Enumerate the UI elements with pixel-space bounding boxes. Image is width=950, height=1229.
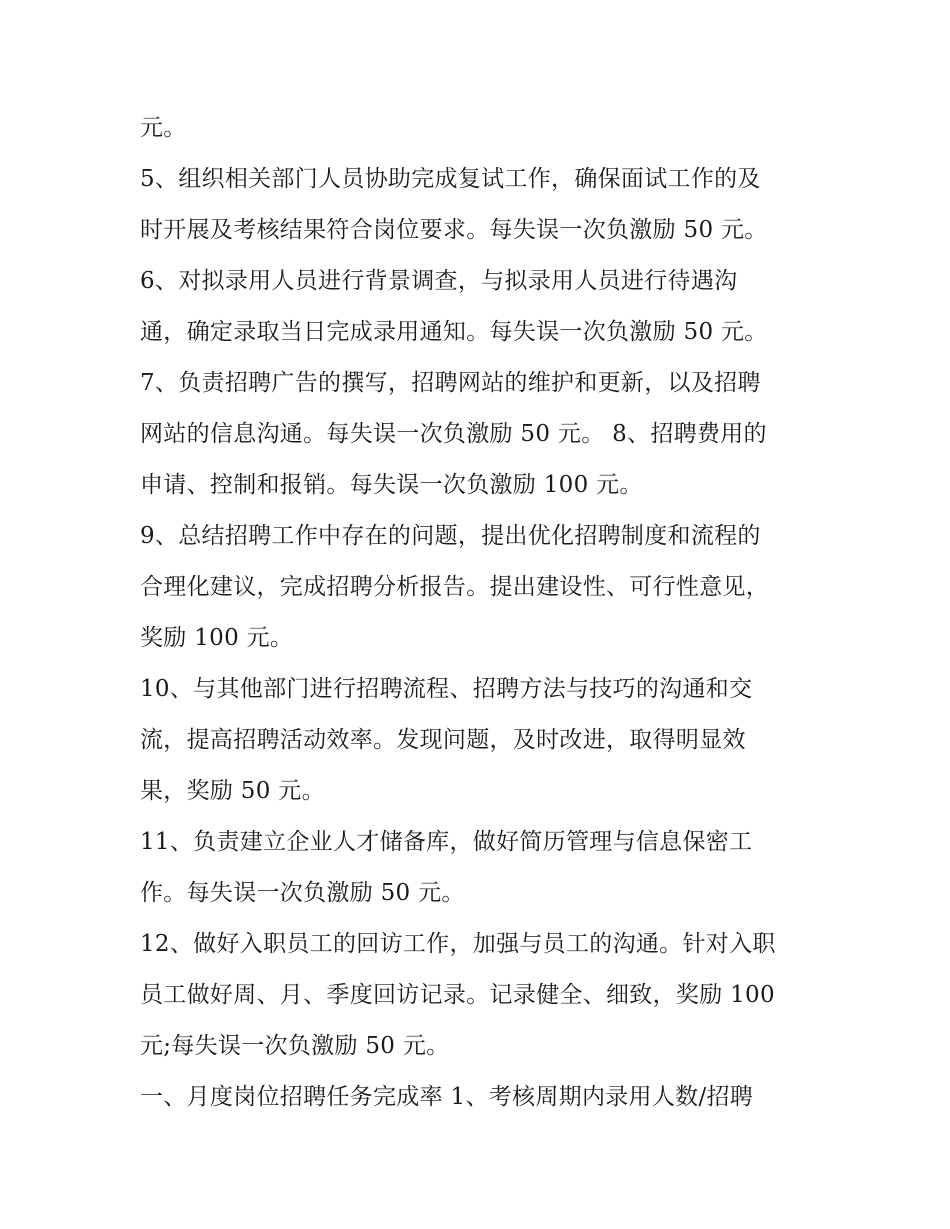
text-line: 果，奖励 50 元。 <box>140 778 325 804</box>
text-line: 时开展及考核结果符合岗位要求。每失误一次负激励 50 元。 <box>140 217 768 243</box>
text-line: 元;每失误一次负激励 50 元。 <box>140 1033 450 1059</box>
text-line: 元。 <box>140 115 187 141</box>
text-line: 一、月度岗位招聘任务完成率 1、考核周期内录用人数/招聘 <box>140 1084 754 1110</box>
text-line: 员工做好周、月、季度回访记录。记录健全、细致，奖励 100 <box>140 982 775 1008</box>
text-line: 10、与其他部门进行招聘流程、招聘方法与技巧的沟通和交 <box>140 676 753 702</box>
text-line: 5、组织相关部门人员协助完成复试工作，确保面试工作的及 <box>140 166 761 192</box>
text-line: 12、做好入职员工的回访工作，加强与员工的沟通。针对入职 <box>140 931 776 957</box>
text-line: 流，提高招聘活动效率。发现问题，及时改进，取得明显效 <box>140 727 746 753</box>
text-line: 合理化建议，完成招聘分析报告。提出建设性、可行性意见， <box>140 574 770 600</box>
text-line: 6、对拟录用人员进行背景调查，与拟录用人员进行待遇沟 <box>140 268 738 294</box>
text-line: 11、负责建立企业人才储备库，做好简历管理与信息保密工 <box>140 829 753 855</box>
text-line: 作。每失误一次负激励 50 元。 <box>140 880 465 906</box>
text-line: 通，确定录取当日完成录用通知。每失误一次负激励 50 元。 <box>140 319 768 345</box>
text-line: 7、负责招聘广告的撰写，招聘网站的维护和更新，以及招聘 <box>140 370 761 396</box>
text-line: 申请、控制和报销。每失误一次负激励 100 元。 <box>140 472 643 498</box>
text-line: 奖励 100 元。 <box>140 625 294 651</box>
document-body <box>140 103 820 1123</box>
text-line: 9、总结招聘工作中存在的问题，提出优化招聘制度和流程的 <box>140 523 761 549</box>
text-line: 网站的信息沟通。每失误一次负激励 50 元。 8、招聘费用的 <box>140 421 767 447</box>
